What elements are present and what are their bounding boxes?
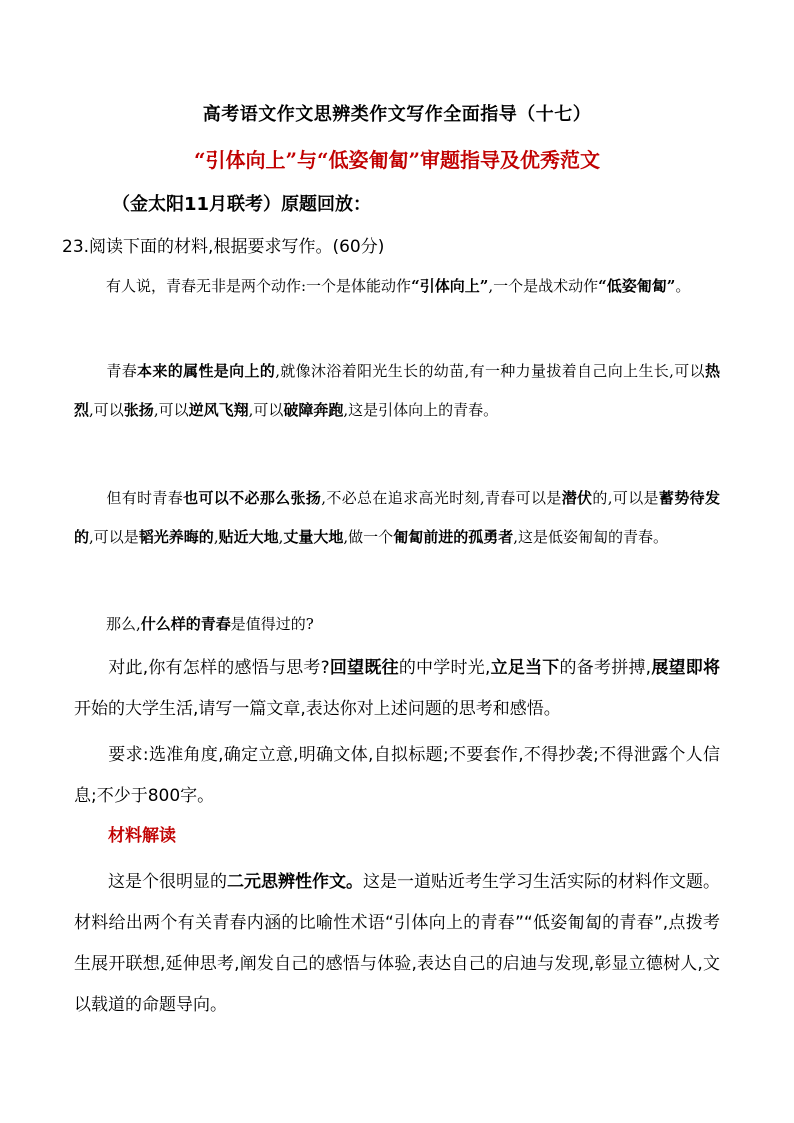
source-suffix: 原题回放： (281, 194, 372, 215)
material-paragraph-2: 青春本来的属性是向上的,就像沐浴着阳光生长的幼苗,有一种力量拔着自己向上生长,可以热烈,可以张扬,可以逆风飞翔,可以破障奔跑,这是引体向上的青春。 (74, 362, 720, 419)
material-paragraph-1: 有人说，青春无非是两个动作:一个是体能动作“引体向上”,一个是战术动作“低姿匍匐”。 (106, 277, 691, 295)
question-line: 23.阅读下面的材料,根据要求写作。(60分) (62, 237, 385, 257)
prompt-paragraph: 对此,你有怎样的感悟与思考?回望既往的中学时光,立足当下的备考拼搏,展望即将开始的大学生活,请写一篇文章,表达你对上述问题的思考和感悟。 (74, 658, 721, 719)
material-paragraph-4: 那么,什么样的青春是值得过的? (106, 615, 314, 633)
source-label: （金太阳11月联考） (112, 194, 282, 215)
source-line (112, 190, 371, 216)
material-paragraph-3: 但有时青春也可以不必那么张扬,不必总在追求高光时刻,青春可以是潜伏的,可以是蓄势待发的,可以是韬光养晦的,贴近大地,丈量大地,做一个匍匐前进的孤勇者,这是低姿匍匐的青春。 (74, 489, 720, 546)
document-subtitle: “引体向上”与“低姿匍匐”审题指导及优秀范文 (193, 148, 600, 172)
section-heading-material-interpretation: 材料解读 (108, 826, 176, 846)
document-title: 高考语文作文思辨类作文写作全面指导（十七） (202, 104, 592, 125)
interpretation-paragraph: 这是个很明显的二元思辨性作文。这是一道贴近考生学习生活实际的材料作文题。材料给出两个有关青春内涵的比喻性术语“引体向上的青春”“低姿匍匐的青春”,点拨考生展开联想,延伸思考,阐发自己的感悟与体验,表达自己的启迪与发现,彰显立德树人,文以载道的命题导向。 (74, 872, 720, 1015)
requirements-paragraph: 要求:选准角度,确定立意,明确文体,自拟标题;不要套作,不得抄袭;不得泄露个人信息;不少于800字。 (74, 745, 720, 806)
